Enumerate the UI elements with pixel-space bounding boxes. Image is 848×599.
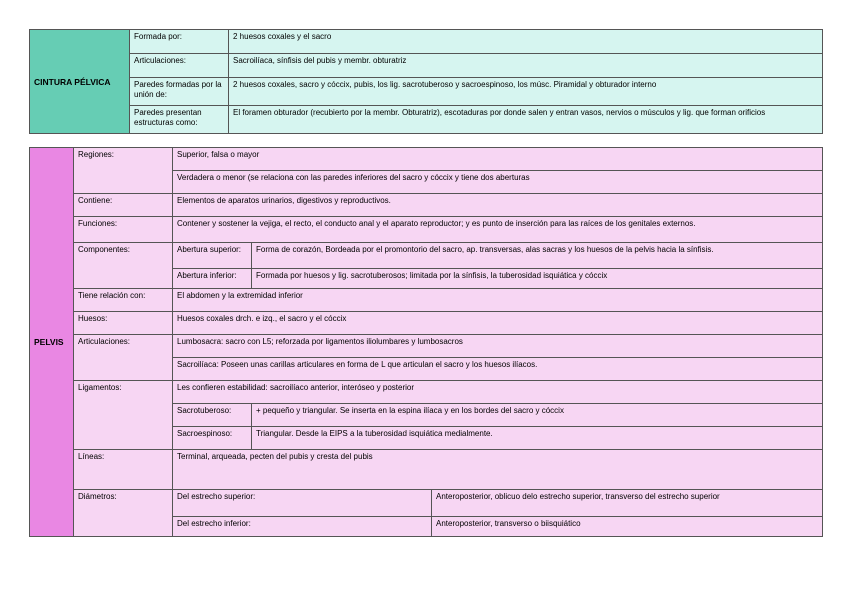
regiones-label: Regiones: [74,148,173,194]
articulaciones-value-2: Sacroilíaca: Poseen unas carillas articulares en forma de L que articulan el sacro y los huesos ilíacos. [173,358,823,381]
cintura-row-label: Formada por: [130,30,229,54]
cintura-row-value: 2 huesos coxales y el sacro [229,30,823,54]
articulaciones-label: Articulaciones: [74,335,173,381]
abertura-superior-value: Forma de corazón, Bordeada por el promontorio del sacro, ap. transversas, alas sacras y los huesos de la pelvis hacia la sínfisis. [252,243,823,269]
cintura-row-value: El foramen obturador (recubierto por la membr. Obturatriz), escotaduras por donde salen y entran vasos, nervios o músculos y lig. que forman orificios [229,106,823,134]
lineas-label: Líneas: [74,450,173,490]
pelvis-table [29,147,823,537]
cintura-row-value: Sacroilíaca, sínfisis del pubis y membr. obturatriz [229,54,823,78]
huesos-label: Huesos: [74,312,173,335]
regiones-value-2: Verdadera o menor (se relaciona con las paredes inferiores del sacro y cóccix y tiene dos aberturas [173,171,823,194]
cintura-pelvica-header: CINTURA PÉLVICA [30,30,130,134]
abertura-inferior-label: Abertura inferior: [173,269,252,289]
funciones-value: Contener y sostener la vejiga, el recto, el conducto anal y el aparato reproductor; y es punto de inserción para las raíces de los genitales externos. [173,217,823,243]
estrecho-superior-value: Anteroposterior, oblicuo delo estrecho superior, transverso del estrecho superior [432,490,823,517]
sacrotuberoso-label: Sacrotuberoso: [173,404,252,427]
estrecho-superior-label: Del estrecho superior: [173,490,432,517]
abertura-superior-label: Abertura superior: [173,243,252,269]
abertura-inferior-value: Formada por huesos y lig. sacrotuberosos; limitada por la sínfisis, la tuberosidad isquiática y cóccix [252,269,823,289]
regiones-value-1: Superior, falsa o mayor [173,148,823,171]
ligamentos-label: Ligamentos: [74,381,173,450]
cintura-row-label: Articulaciones: [130,54,229,78]
sacroespinoso-label: Sacroespinoso: [173,427,252,450]
huesos-value: Huesos coxales drch. e izq., el sacro y el cóccix [173,312,823,335]
componentes-label: Componentes: [74,243,173,289]
estrecho-inferior-label: Del estrecho inferior: [173,517,432,537]
contiene-label: Contiene: [74,194,173,217]
articulaciones-value-1: Lumbosacra: sacro con L5; reforzada por ligamentos iliolumbares y lumbosacros [173,335,823,358]
sacroespinoso-value: Triangular. Desde la EIPS a la tuberosidad isquiática medialmente. [252,427,823,450]
estrecho-inferior-value: Anteroposterior, transverso o biisquiático [432,517,823,537]
sacrotuberoso-value: + pequeño y triangular. Se inserta en la espina ilíaca y en los bordes del sacro y cóccix [252,404,823,427]
diametros-label: Diámetros: [74,490,173,537]
ligamentos-value-1: Les confieren estabilidad: sacroilíaco anterior, interóseo y posterior [173,381,823,404]
cintura-row-label: Paredes formadas por la unión de: [130,78,229,106]
cintura-row-label: Paredes presentan estructuras como: [130,106,229,134]
pelvis-header: PELVIS [30,148,74,537]
contiene-value: Elementos de aparatos urinarios, digestivos y reproductivos. [173,194,823,217]
cintura-pelvica-table [29,29,823,134]
lineas-value: Terminal, arqueada, pecten del pubis y cresta del pubis [173,450,823,490]
funciones-label: Funciones: [74,217,173,243]
cintura-row-value: 2 huesos coxales, sacro y cóccix, pubis, los lig. sacrotuberoso y sacroespinoso, los músc. Piramidal y obturador interno [229,78,823,106]
relacion-value: El abdomen y la extremidad inferior [173,289,823,312]
relacion-label: Tiene relación con: [74,289,173,312]
